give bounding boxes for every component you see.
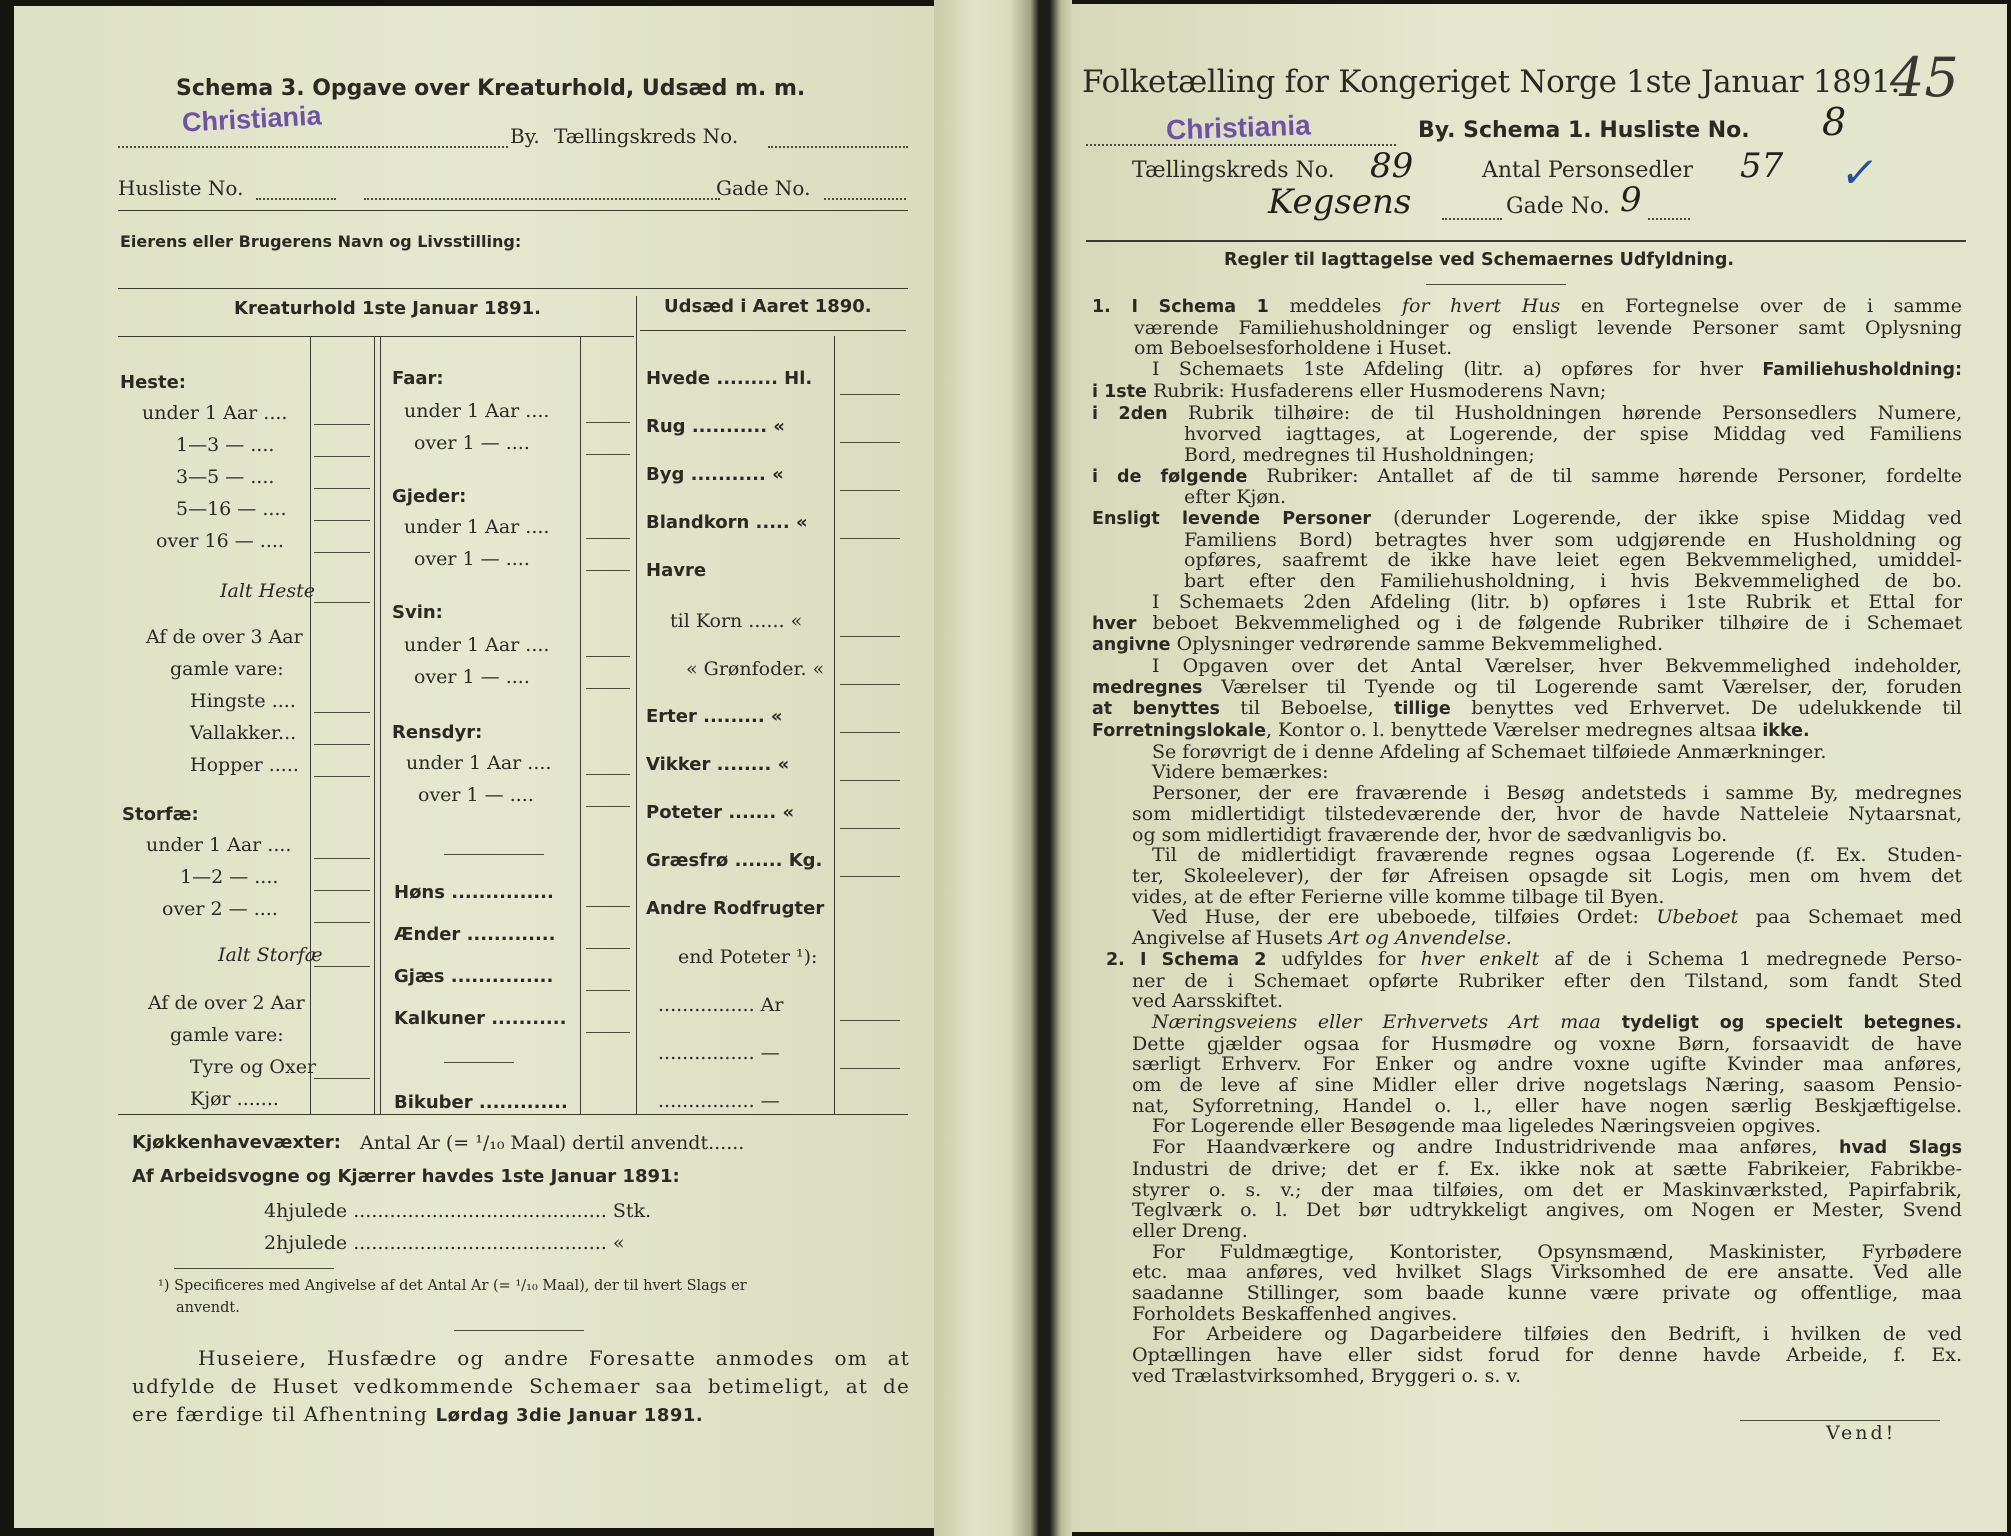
footnote-line-1: ¹) Specificeres med Angivelse af det Antal Ar (= ¹/₁₀ Maal), der til hvert Slags er xyxy=(158,1278,747,1294)
right-title: Folketælling for Kongeriget Norge 1ste Januar 1891. xyxy=(1082,64,1901,100)
andre-blank-2: ................ — xyxy=(658,1090,780,1112)
corner-number: 45 xyxy=(1890,46,1959,109)
kjokkenhave-label: Kjøkkenhavevæxter: xyxy=(132,1132,341,1153)
col1-val-left xyxy=(310,336,311,1114)
col1-val-right xyxy=(374,336,375,1114)
til-korn: til Korn ...... « xyxy=(670,610,803,632)
gade-label-right: Gade No. xyxy=(1506,194,1610,219)
book-gutter xyxy=(934,0,1072,1536)
erter: Erter ......... « xyxy=(646,706,783,727)
footnote-line-2: anvendt. xyxy=(176,1300,240,1316)
christiania-stamp-right: Christiania xyxy=(1165,109,1312,146)
vikker: Vikker ........ « xyxy=(646,754,790,775)
left-page-schema-3 xyxy=(14,6,934,1528)
husliste-label-left: Husliste No. xyxy=(118,176,244,200)
kjokkenhave-text: Antal Ar (= ¹/₁₀ Maal) dertil anvendt...... xyxy=(360,1132,745,1154)
rules-body xyxy=(1092,296,1962,1387)
udsaed-header: Udsæd i Aaret 1890. xyxy=(664,296,872,317)
tyre-og-oxer: Tyre og Oxer xyxy=(190,1056,317,1078)
gamle-vare-1: gamle vare: xyxy=(170,658,284,680)
andre-rodfrugter: Andre Rodfrugter xyxy=(646,898,825,919)
hopper: Hopper ..... xyxy=(190,754,299,776)
by-name-blank xyxy=(1086,144,1396,146)
col2-val-right xyxy=(580,336,581,1114)
rug: Rug ........... « xyxy=(646,416,785,437)
af-over-2-aar: Af de over 2 Aar xyxy=(148,992,305,1014)
andre-blank-1: ................ — xyxy=(658,1042,780,1064)
kreds-label-left: Tællingskreds No. xyxy=(554,124,739,148)
checkmark: ✓ xyxy=(1837,148,1882,197)
antal-personsedler-label: Antal Personsedler xyxy=(1482,158,1694,183)
right-page-schema-1 xyxy=(1072,4,2007,1532)
svin-row-1: under 1 Aar .... xyxy=(404,634,550,656)
rensdyr-heading: Rensdyr: xyxy=(392,722,483,743)
svin-row-2: over 1 — .... xyxy=(414,666,530,688)
closing-line-1: Huseiere, Husfædre og andre Foresatte anmodes om at xyxy=(198,1346,910,1370)
gade-blank xyxy=(824,198,906,200)
svin-heading: Svin: xyxy=(392,602,443,623)
by-label: By. xyxy=(510,124,540,148)
owner-label: Eierens eller Brugerens Navn og Livsstilling: xyxy=(120,232,522,251)
vallakker: Vallakker... xyxy=(190,722,297,744)
closing-line-3: ere færdige til Afhentning Lørdag 3die Januar 1891. xyxy=(132,1402,704,1426)
left-title: Schema 3. Opgave over Kreaturhold, Udsæd m. m. xyxy=(176,76,806,101)
arbeidsvogne: Af Arbeidsvogne og Kjærrer havdes 1ste Januar 1891: xyxy=(132,1166,680,1187)
faar-row-2: over 1 — .... xyxy=(414,432,530,454)
heste-row-5: over 16 — .... xyxy=(156,530,284,552)
tohjulede: 2hjulede .......................................... « xyxy=(264,1232,625,1254)
gamle-vare-2: gamle vare: xyxy=(170,1024,284,1046)
table-top-rule xyxy=(118,288,908,289)
storfae-heading: Storfæ: xyxy=(122,804,199,825)
heste-row-4: 5—16 — .... xyxy=(176,498,287,520)
gjaes: Gjæs ............... xyxy=(394,966,554,987)
af-over-3-aar: Af de over 3 Aar xyxy=(146,626,303,648)
storfae-row-2: 1—2 — .... xyxy=(180,866,279,888)
christiania-stamp-left: Christiania xyxy=(181,100,323,138)
right-header-rule xyxy=(1086,240,1966,242)
graesfro: Græsfrø ....... Kg. xyxy=(646,850,823,871)
blandkorn: Blandkorn ..... « xyxy=(646,512,808,533)
kreds-label-right: Tællingskreds No. xyxy=(1132,158,1335,183)
aender: Ænder ............. xyxy=(394,924,556,945)
street-name: Kegsens xyxy=(1268,182,1412,222)
faar-row-1: under 1 Aar .... xyxy=(404,400,550,422)
gade-name-blank xyxy=(364,198,720,200)
havre: Havre xyxy=(646,560,707,581)
gade-label-left: Gade No. xyxy=(716,176,811,200)
gjeder-row-2: over 1 — .... xyxy=(414,548,530,570)
hingste: Hingste .... xyxy=(190,690,296,712)
husliste-blank xyxy=(256,198,336,200)
kreds-number: 89 xyxy=(1370,146,1414,186)
rules-title: Regler til Iagttagelse ved Schemaernes Udfyldning. xyxy=(1224,250,1735,270)
table-bottom-rule xyxy=(118,1114,908,1115)
rule-1: 1. I Schema 1 meddeles for hvert Hus en Fortegnelse over de i samme værende Familiehusholdninger og ensligt levende Personer samt Oplysning om Beboelsesforholdene i Huset. I Schemaets 1ste Afdeling (litr. a) opføres for hver Familiehusholdning: i 1ste Rubrik: Husfaderens eller Husmoderens Navn; i 2den Rubrik tilhøire: de til Husholdningen hørende Personsedlers Numere, hvorved iagttages, at Logerende, der spise Middag ved Familiens Bord, medregnes til Husholdningen; i de følgende Rubriker: Antallet af de til samme hørende Personer, fordelte efter Kjøn. Ensligt levende Personer (derunder Logerende, der ikke spise Middag ved Familiens Bord) betragtes hver som udgjørende en Husholdning og opføres, saafremt de ikke have leiet egen Bekvemmelighed, umiddel- bart efter den Familiehusholdning, i hvis Bekvemmelighed de bo. I Schemaets 2den Afdeling (litr. b) opføres i 1ste Rubrik et Ettal for hver beboet Bekvemmelighed og i de følgende Rubriker tilhøire de i Schemaet angivne Oplysninger vedrørende samme Bekvemmelighed. I Opgaven over det Antal Værelser, hver Bekvemmelighed indeholder, medregnes Værelser til Tyende og til Logerende samt Værelser, der, foruden at benyttes til Beboelse, tillige benyttes ved Erhvervet. De udelukkende til Forretningslokale, Kontor o. l. benyttede Værelser medregnes altsaa ikke. Se forøvrigt de i denne Afdeling af Schemaet tilføiede Anmærkninger. Videre bemærkes: Personer, der ere fraværende i Besøg andetsteds i samme By, medregnes som midlertidigt tilstedeværende der, hvor de havde Natteleie Nytaarsnat, og som midlertidigt fraværende der, hvor de sædvanligvis bo. Til de midlertidigt fraværende regnes ogsaa Logerende (f. Ex. Studen- ter, Skoleelever), der før Afreisen opsagde sit Logis, men om hvem det vides, at de efter Ferierne ville komme tilbage til Byen. Ved Huse, der ere ubeboede, tilføies Ordet: Ubeboet paa Schemaet med Angivelse af Husets Art og Anvendelse. xyxy=(1092,295,1963,950)
rensdyr-row-2: over 1 — .... xyxy=(418,784,534,806)
storfae-row-1: under 1 Aar .... xyxy=(146,834,292,856)
closing-line-2: udfylde de Huset vedkommende Schemaer saa betimeligt, at de xyxy=(132,1374,910,1398)
andre-ar: ................ Ar xyxy=(658,994,784,1016)
end-poteter: end Poteter ¹): xyxy=(678,946,818,968)
storfae-row-3: over 2 — .... xyxy=(162,898,278,920)
rule-2: 2. I Schema 2 udfyldes for hver enkelt af de i Schema 1 medregnede Perso- ner de i Schemaet opførte Rubriker efter den Tilstand, som fandt Sted ved Aarsskiftet. Næringsveiens eller Erhvervets Art maa tydeligt og specielt betegnes. Dette gjælder ogsaa for Husmødre og voxne Børn, forsaavidt de have særligt Erhverv. For Enker og andre voxne ugifte Kvinder maa anføres, om de leve af sine Midler eller drive nogetslags Næring, saasom Pensio- nat, Syforretning, Handel o. l., eller have nogen særlig Beskjæftigelse. For Logerende eller Besøgende maa ligeledes Næringsveien opgives. For Haandværkere og andre Industridrivende maa anføres, hvad Slags Industri de drive; det er f. Ex. ikke nok at sætte Fabrikeier, Fabrikbe- styrer o. s. v.; der maa tilføies, om det er Maskinværksted, Papirfabrik, Teglværk o. l. Det bør udtrykkeligt angives, om Nogen er Mester, Svend eller Dreng. For Fuldmægtige, Kontorister, Opsynsmænd, Maskinister, Fyrbødere etc. maa anføres, ved hvilket Slags Virksomhed de ere ansatte. Ved alle saadanne Stillinger, som baade kunne være private og offentlige, maa Forholdets Beskaffenhed angives. For Arbeidere og Dagarbeidere tilføies den Bedrift, i hvilken de ved Optællingen have eller sidst forud for denne havde Arbeide, f. Ex. ved Trælastvirksomhed, Bryggeri o. s. v. xyxy=(1106,947,1963,1387)
hons: Høns ............... xyxy=(394,882,554,903)
heste-row-2: 1—3 — .... xyxy=(176,434,275,456)
gronfoder: « Grønfoder. « xyxy=(686,658,825,680)
kreaturhold-header: Kreaturhold 1ste Januar 1891. xyxy=(234,298,541,319)
bikuber: Bikuber ............. xyxy=(394,1092,568,1113)
table-divider-main xyxy=(636,296,637,1114)
col3-val-left xyxy=(834,336,835,1114)
vend-label: Vend! xyxy=(1826,1422,1897,1444)
col2-start xyxy=(380,336,381,1114)
udsaed-header-rule xyxy=(640,330,906,331)
firhjulede: 4hjulede .......................................... Stk. xyxy=(264,1200,652,1222)
hvede: Hvede ......... Hl. xyxy=(646,368,813,389)
husliste-number: 8 xyxy=(1822,100,1847,144)
kalkuner: Kalkuner ........... xyxy=(394,1008,567,1029)
heste-heading: Heste: xyxy=(120,372,186,393)
kreatur-header-rule xyxy=(118,336,634,337)
ialt-storfae: Ialt Storfæ xyxy=(218,944,323,966)
rensdyr-row-1: under 1 Aar .... xyxy=(406,752,552,774)
by-schema-husliste: By. Schema 1. Husliste No. xyxy=(1418,118,1750,143)
heste-row-3: 3—5 — .... xyxy=(176,466,275,488)
gade-number: 9 xyxy=(1620,180,1642,220)
ialt-heste: Ialt Heste xyxy=(220,580,316,602)
heste-row-1: under 1 Aar .... xyxy=(142,402,288,424)
gjeder-row-1: under 1 Aar .... xyxy=(404,516,550,538)
faar-heading: Faar: xyxy=(392,368,444,389)
kreds-blank xyxy=(768,146,908,148)
by-blank xyxy=(118,146,508,148)
byg: Byg ........... « xyxy=(646,464,784,485)
header-rule xyxy=(118,210,908,211)
gjeder-heading: Gjeder: xyxy=(392,486,467,507)
poteter: Poteter ....... « xyxy=(646,802,795,823)
kjor: Kjør ....... xyxy=(190,1088,279,1110)
antal-personsedler-number: 57 xyxy=(1740,146,1784,186)
